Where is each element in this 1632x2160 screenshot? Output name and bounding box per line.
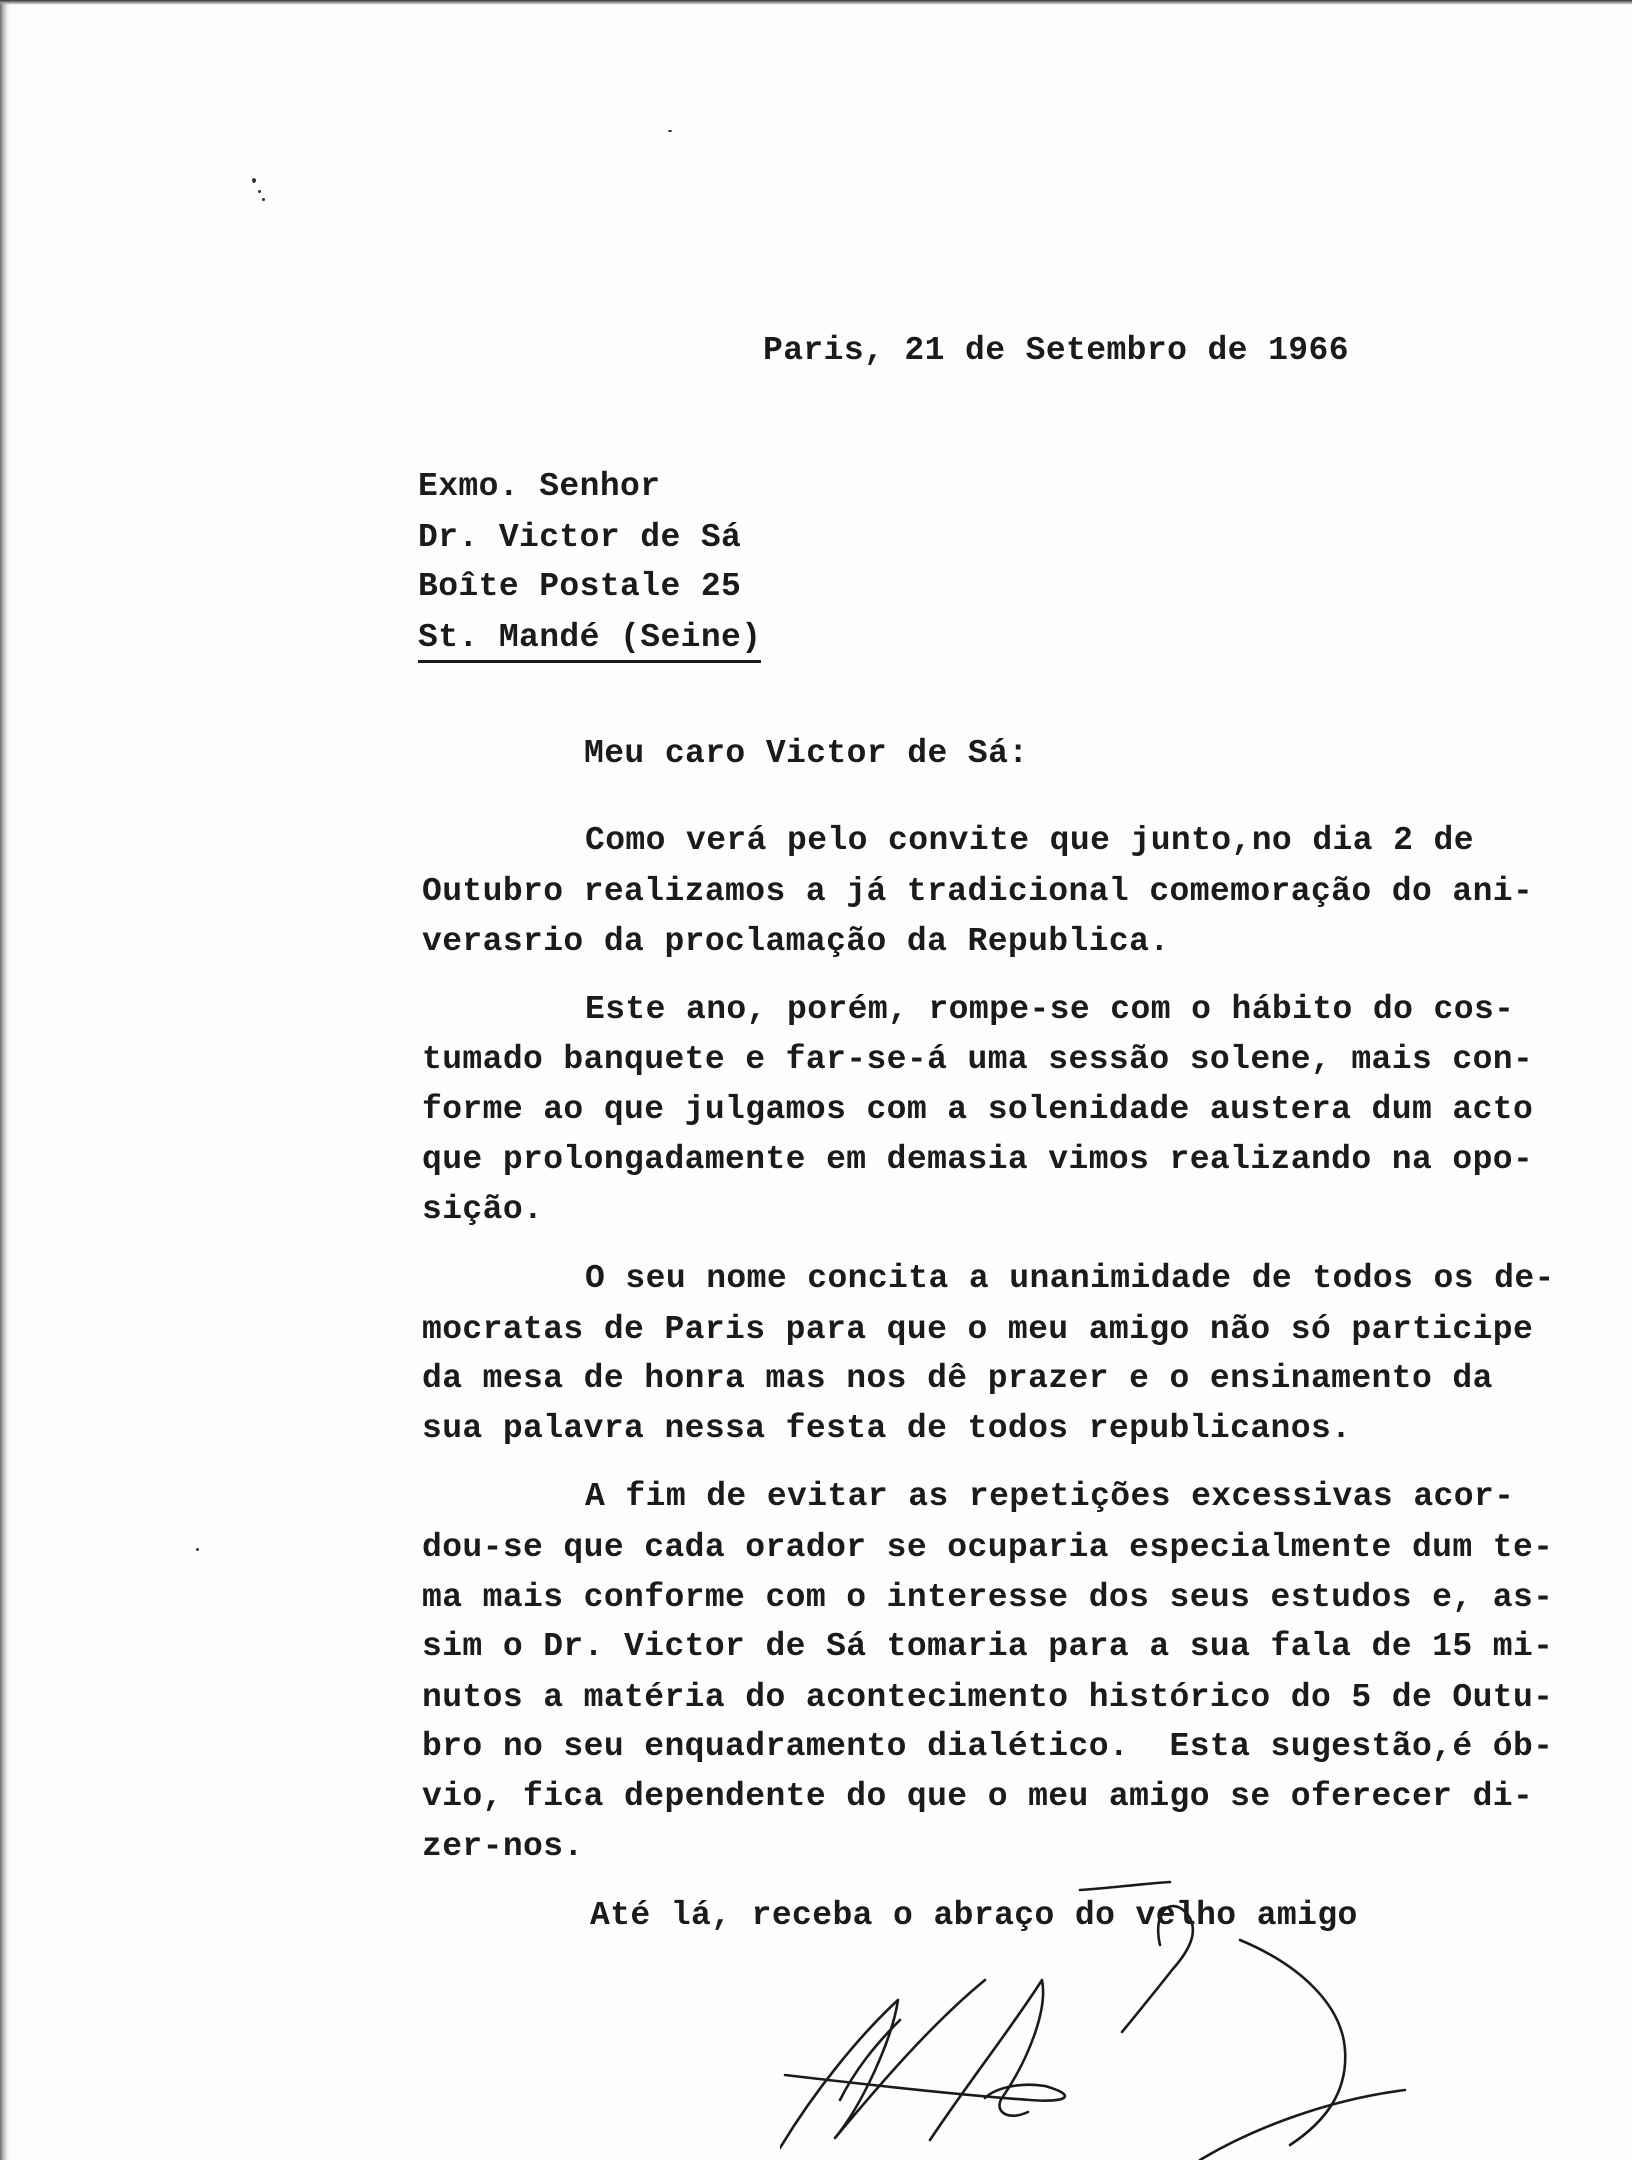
body-line: bro no seu enquadramento dialético. Esta sugestão,é ób- (422, 1728, 1554, 1765)
body-line: zer-nos. (422, 1828, 584, 1865)
body-line: vio, fica dependente do que o meu amigo se oferecer di- (422, 1778, 1534, 1815)
salutation: Meu caro Victor de Sá: (584, 735, 1029, 772)
body-line: que prolongadamente em demasia vimos realizando na opo- (422, 1141, 1534, 1178)
scan-speck (252, 178, 256, 183)
body-line: Este ano, porém, rompe-se com o hábito do cos- (585, 991, 1515, 1028)
body-line: Outubro realizamos a já tradicional comemoração do ani- (422, 873, 1534, 910)
recipient-city: St. Mandé (Seine) (418, 619, 762, 656)
body-line: dou-se que cada orador se ocuparia especialmente dum te- (422, 1529, 1554, 1566)
recipient-honorific: Exmo. Senhor (418, 468, 661, 505)
scan-speck (668, 130, 672, 132)
recipient-postbox: Boîte Postale 25 (418, 568, 742, 605)
body-line: A fim de evitar as repetições excessivas acor- (585, 1478, 1515, 1515)
body-line: sição. (422, 1191, 544, 1228)
body-line: sua palavra nessa festa de todos republicanos. (422, 1410, 1352, 1447)
scan-speck (262, 198, 265, 201)
scan-edge-top (0, 0, 1632, 5)
body-line: forme ao que julgamos com a solenidade austera dum acto (422, 1091, 1534, 1128)
body-line: O seu nome concita a unanimidade de todos os de- (585, 1260, 1555, 1297)
scan-edge-left (0, 0, 10, 2160)
body-line: tumado banquete e far-se-á uma sessão solene, mais con- (422, 1041, 1534, 1078)
body-line: verasrio da proclamação da Republica. (422, 923, 1170, 960)
date-line: Paris, 21 de Setembro de 1966 (763, 332, 1349, 369)
body-line: nutos a matéria do acontecimento histórico do 5 de Outu- (422, 1679, 1554, 1716)
body-line: sim o Dr. Victor de Sá tomaria para a sua fala de 15 mi- (422, 1628, 1554, 1665)
handwritten-signature (780, 1860, 1440, 2160)
scan-speck (196, 1548, 199, 1551)
body-line: Como verá pelo convite que junto,no dia 2 de (585, 822, 1474, 859)
recipient-name: Dr. Victor de Sá (418, 519, 742, 556)
scan-speck (258, 190, 261, 193)
body-line: da mesa de honra mas nos dê prazer e o ensinamento da (422, 1360, 1493, 1397)
body-line: mocratas de Paris para que o meu amigo não só participe (422, 1311, 1534, 1348)
body-line: ma mais conforme com o interesse dos seus estudos e, as- (422, 1579, 1554, 1616)
closing-line: Até lá, receba o abraço do velho amigo (590, 1897, 1358, 1934)
